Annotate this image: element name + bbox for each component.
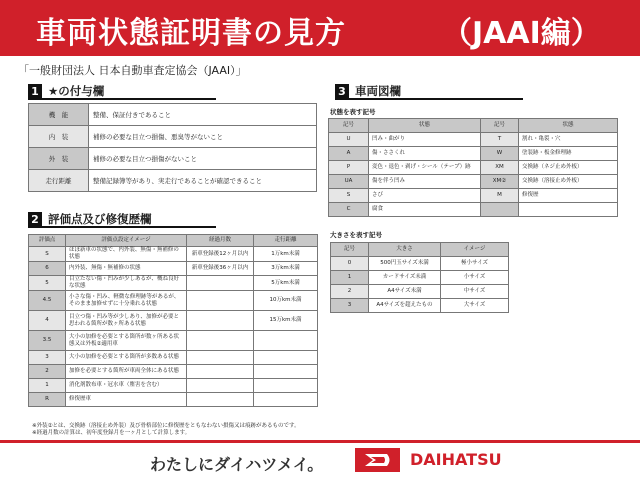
section-number: 3 [335, 84, 349, 98]
table-cell: XM [481, 161, 519, 175]
column-header: 記号 [331, 243, 369, 257]
table-cell: カードサイズ未満 [369, 271, 441, 285]
section-title: 評価点及び修復歴欄 [48, 212, 152, 226]
table-cell: 4 [29, 311, 66, 331]
table-cell: R [29, 393, 66, 407]
table-cell: 5 [29, 276, 66, 291]
table-cell: 消化剤散布車・冠水車（塵害を含む） [66, 379, 187, 393]
row-label: 外 装 [29, 148, 89, 170]
section3-heading [335, 84, 523, 100]
row-value: 補修の必要な目立つ損傷がないこと [89, 148, 317, 170]
table-row [329, 175, 618, 189]
section-number: 1 [28, 84, 42, 98]
row-value: 整備、保証付きであること [89, 104, 317, 126]
table-row [331, 257, 509, 271]
table-cell: さび [369, 189, 481, 203]
row-label: 機 能 [29, 104, 89, 126]
table-cell [187, 393, 254, 407]
table-row [329, 161, 618, 175]
table-cell: A4サイズを超えたもの [369, 299, 441, 313]
divider [0, 440, 640, 443]
table-cell: 3 [29, 351, 66, 365]
section-title: ★の付与欄 [48, 84, 105, 98]
star-table [28, 103, 317, 192]
size-symbol-table [330, 242, 509, 313]
column-header: 大きさ [369, 243, 441, 257]
header-banner [0, 0, 640, 56]
table-cell: 傷・ささくれ [369, 147, 481, 161]
table-cell: 6 [29, 262, 66, 276]
table-cell [187, 379, 254, 393]
table-cell [254, 331, 318, 351]
table-cell [254, 393, 318, 407]
table-cell: 傷を伴う凹み [369, 175, 481, 189]
table-row [331, 271, 509, 285]
table-row [331, 243, 509, 257]
column-header: 記号 [481, 119, 519, 133]
table-cell: 1万km未満 [254, 247, 318, 262]
table-cell: 割れ・亀裂・穴 [519, 133, 618, 147]
column-header: 状態 [519, 119, 618, 133]
table-cell: 目立たない傷・凹みが少しあるが、概ね良好な状態 [66, 276, 187, 291]
page-title: 車両状態証明書の見方 [36, 16, 346, 51]
table-cell [254, 365, 318, 379]
table-cell: 中サイズ [441, 285, 509, 299]
table-row [331, 285, 509, 299]
table-cell: 修復歴 [519, 189, 618, 203]
table-cell [187, 276, 254, 291]
table-cell: 4.5 [29, 291, 66, 311]
table-cell: S [29, 247, 66, 262]
table-cell: P [329, 161, 369, 175]
table-row [329, 133, 618, 147]
row-label: 内 装 [29, 126, 89, 148]
table-row [331, 299, 509, 313]
table-cell: 交換跡（ネジ止め外板） [519, 161, 618, 175]
table-cell [187, 365, 254, 379]
table-cell: A [329, 147, 369, 161]
table-cell: 3万km未満 [254, 262, 318, 276]
table-row [29, 311, 318, 331]
table-cell: 2 [29, 365, 66, 379]
table-cell: 10万km未満 [254, 291, 318, 311]
state-symbol-table [328, 118, 618, 217]
table-row [29, 351, 318, 365]
table-cell: W [481, 147, 519, 161]
table-cell: 小サイズ [441, 271, 509, 285]
table-cell [187, 291, 254, 311]
table-cell: 目立つ傷・凹み等が少しあり、加修が必要と思われる箇所が数ヶ所ある状態 [66, 311, 187, 331]
section1-heading [28, 84, 216, 100]
score-table [28, 234, 318, 407]
table-cell: UA [329, 175, 369, 189]
table-cell [481, 203, 519, 217]
table-row [329, 203, 618, 217]
table-cell: S [329, 189, 369, 203]
table-cell: 加修を必要とする箇所が車両全体にある状態 [66, 365, 187, 379]
table-cell: 1 [29, 379, 66, 393]
table-cell: 内外装、無傷・無補修の状態 [66, 262, 187, 276]
brand-name: DAIHATSU [410, 450, 502, 469]
daihatsu-logo-icon [355, 448, 400, 472]
table-row [29, 291, 318, 311]
column-header: 経過月数 [187, 235, 254, 247]
table-row [29, 170, 317, 192]
column-header: イメージ [441, 243, 509, 257]
table-row [29, 126, 317, 148]
table-cell [187, 311, 254, 331]
table-cell: T [481, 133, 519, 147]
subtitle: 「一般財団法人 日本自動車査定協会（JAAI）」 [18, 64, 247, 77]
column-header: 評価点 [29, 235, 66, 247]
table-cell: 3 [331, 299, 369, 313]
table-cell [254, 351, 318, 365]
slogan-logo: わたしにダイハツメイ。 [150, 455, 324, 474]
footnote: ※外装②とは、交換跡（溶接止め外装）及び骨格部位に修復歴をともなわない損傷又は痕跡があるものです。 [32, 423, 300, 429]
table-cell: 0 [331, 257, 369, 271]
table-cell: 大小の加修を必要とする箇所が数ヶ所ある状態又は外板②適用車 [66, 331, 187, 351]
table-cell: 小さな傷・凹み、軽微な修理跡等があるが、そのまま加修せずに十分乗れる状態 [66, 291, 187, 311]
table-cell: 極小サイズ [441, 257, 509, 271]
table-row [29, 262, 318, 276]
footnotes [32, 423, 300, 437]
column-header: 走行距離 [254, 235, 318, 247]
table-cell: A4サイズ未満 [369, 285, 441, 299]
table-cell: 大サイズ [441, 299, 509, 313]
size-caption: 大きさを表す記号 [330, 231, 382, 239]
table-cell: M [481, 189, 519, 203]
footnote: ※経過月数の計算は、初年度登録月を一ヶ月として計算します。 [32, 430, 191, 436]
row-value: 整備記録簿等があり、実走行であることが確認できること [89, 170, 317, 192]
table-cell: 新車登録後12ヶ月以内 [187, 247, 254, 262]
table-row [329, 119, 618, 133]
table-cell: C [329, 203, 369, 217]
section-title: 車両図欄 [355, 84, 401, 98]
table-cell: 2 [331, 285, 369, 299]
table-row [29, 104, 317, 126]
table-cell [187, 351, 254, 365]
table-row [29, 148, 317, 170]
table-cell [519, 203, 618, 217]
table-row [29, 365, 318, 379]
table-row [29, 331, 318, 351]
column-header: 評価点設定イメージ [66, 235, 187, 247]
row-label: 走行距離 [29, 170, 89, 192]
table-cell: 腐食 [369, 203, 481, 217]
table-row [29, 393, 318, 407]
table-cell: U [329, 133, 369, 147]
table-cell [254, 379, 318, 393]
table-cell: 修復歴車 [66, 393, 187, 407]
table-cell: 15万km未満 [254, 311, 318, 331]
table-cell: 変色・退色・剥げ・シール（テープ）跡 [369, 161, 481, 175]
column-header: 状態 [369, 119, 481, 133]
table-cell: XM② [481, 175, 519, 189]
page-title-suffix: （JAAI編） [442, 16, 601, 51]
table-row [329, 147, 618, 161]
table-cell: 新車登録後36ヶ月以内 [187, 262, 254, 276]
table-row [29, 247, 318, 262]
table-row [29, 235, 318, 247]
table-cell [187, 331, 254, 351]
section2-heading [28, 212, 216, 228]
table-cell: 大小の加修を必要とする箇所が多数ある状態 [66, 351, 187, 365]
state-caption: 状態を表す記号 [330, 108, 376, 116]
table-cell: 1 [331, 271, 369, 285]
table-cell: 5万km未満 [254, 276, 318, 291]
column-header: 記号 [329, 119, 369, 133]
table-cell: 凹み・曲がり [369, 133, 481, 147]
table-cell: ほぼ新車の状態で、内外装、無傷・無補修の状態 [66, 247, 187, 262]
table-cell: 塗装跡・板金修理跡 [519, 147, 618, 161]
table-cell: 500円玉サイズ未満 [369, 257, 441, 271]
table-row [29, 276, 318, 291]
table-cell: 交換跡（溶接止め外板） [519, 175, 618, 189]
table-row [329, 189, 618, 203]
table-row [29, 379, 318, 393]
section-number: 2 [28, 212, 42, 226]
row-value: 補修の必要な目立つ損傷、悪臭等がないこと [89, 126, 317, 148]
table-cell: 3.5 [29, 331, 66, 351]
